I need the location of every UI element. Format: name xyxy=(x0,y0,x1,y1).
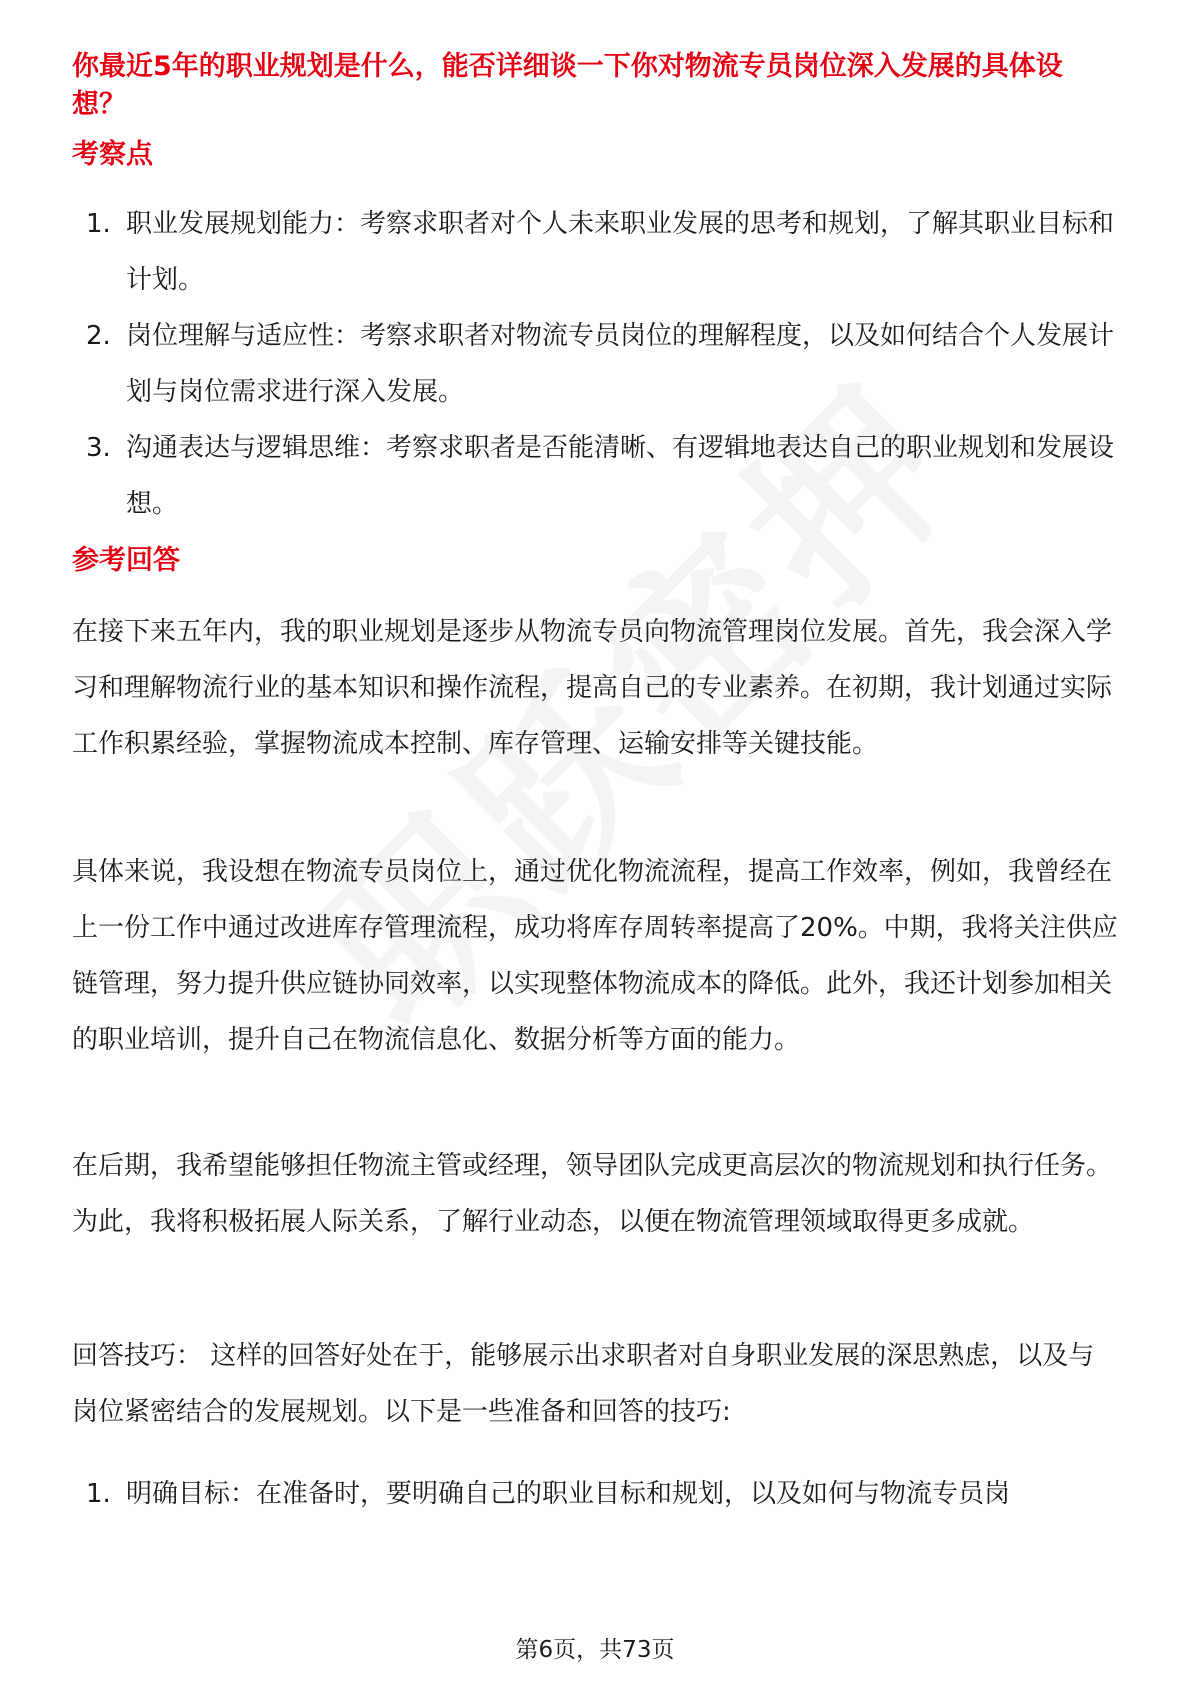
page-footer: 第6页，共73页 xyxy=(515,1637,675,1663)
question-title: 你最近5年的职业规划是什么，能否详细谈一下你对物流专员岗位深入发展的具体设想？ xyxy=(72,51,1063,120)
answer-paragraph: 具体来说，我设想在物流专员岗位上，通过优化物流流程，提高工作效率，例如，我曾经在上一份工作中通过改进库存管理流程，成功将库存周转率提高了20%。中期，我将关注供应链管理，努力提升供应链协同效率，以实现整体物流成本的降低。此外，我还计划参加相关的职业培训，提升自己在物流信息化、数据分析等方面的能力。 xyxy=(72,857,1118,1055)
list-item xyxy=(72,1466,1118,1522)
list-item xyxy=(72,420,1118,532)
list-number: 1. xyxy=(86,1479,111,1509)
tips-list xyxy=(72,1466,1118,1522)
section-heading-points: 考察点 xyxy=(72,139,153,170)
list-item-text: 职业发展规划能力：考察求职者对个人未来职业发展的思考和规划，了解其职业目标和计划。 xyxy=(126,209,1115,295)
list-item xyxy=(72,196,1118,308)
answer-paragraph: 在接下来五年内，我的职业规划是逐步从物流专员向物流管理岗位发展。首先，我会深入学习和理解物流行业的基本知识和操作流程，提高自己的专业素养。在初期，我计划通过实际工作积累经验，掌握物流成本控制、库存管理、运输安排等关键技能。 xyxy=(72,617,1113,759)
answer-tips-intro: 回答技巧： 这样的回答好处在于，能够展示出求职者对自身职业发展的深思熟虑，以及与岗位紧密结合的发展规划。以下是一些准备和回答的技巧: xyxy=(72,1341,1095,1427)
list-number: 1. xyxy=(86,209,111,239)
list-item-text: 沟通表达与逻辑思维：考察求职者是否能清晰、有逻辑地表达自己的职业规划和发展设想。 xyxy=(126,433,1115,519)
list-item-text: 明确目标：在准备时，要明确自己的职业目标和规划，以及如何与物流专员岗 xyxy=(126,1479,1011,1509)
section-heading-answer: 参考回答 xyxy=(72,545,180,576)
answer-paragraph: 在后期，我希望能够担任物流主管或经理，领导团队完成更高层次的物流规划和执行任务。为此，我将积极拓展人际关系，了解行业动态，以便在物流管理领域取得更多成就。 xyxy=(72,1151,1113,1237)
list-number: 2. xyxy=(86,321,111,351)
list-number: 3. xyxy=(86,433,111,463)
list-item-text: 岗位理解与适应性：考察求职者对物流专员岗位的理解程度，以及如何结合个人发展计划与岗位需求进行深入发展。 xyxy=(126,321,1115,407)
list-item xyxy=(72,308,1118,420)
points-list xyxy=(72,196,1118,532)
